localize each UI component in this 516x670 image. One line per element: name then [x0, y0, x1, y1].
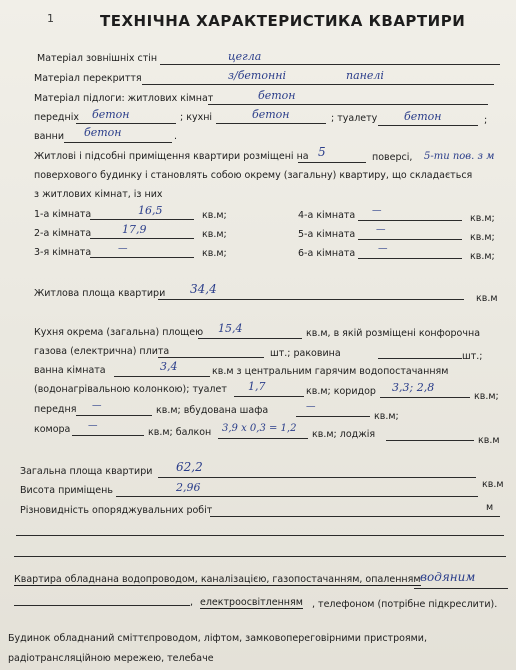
electric-text-underlined: електроосвітленням [200, 597, 303, 608]
kitchen-area-value: 15,4 [218, 322, 243, 335]
room-3-line [90, 257, 194, 258]
sink-line [378, 358, 462, 359]
floors-toilet-line [378, 125, 478, 126]
floors-hall-label: передніх [34, 112, 79, 123]
building-equipment-text-1: Будинок обладнаний сміттєпроводом, ліфтом, замковопереговірними пристроями, [8, 633, 427, 644]
room-4-value: — [372, 205, 382, 216]
loggia-line [386, 440, 474, 441]
ceilings-value-1: з/бетонні [228, 69, 286, 82]
height-label: Висота приміщень [20, 485, 113, 496]
room-4-line [358, 220, 462, 221]
equipment-text-2: , [190, 597, 194, 608]
room-6-value: — [378, 243, 388, 254]
room-2-line [90, 238, 194, 239]
ceilings-value-2: панелі [346, 69, 384, 82]
balcony-value: 3,9 х 0,3 = 1,2 [222, 423, 297, 434]
location-text-2: поверсі, [372, 152, 413, 163]
room-6-line [358, 258, 462, 259]
room-1-label: 1-а кімната [34, 209, 92, 220]
finishing-label: Різновидність опоряджувальних робіт [20, 505, 213, 516]
heating-line [414, 588, 508, 589]
living-area-value: 34,4 [190, 282, 217, 296]
loggia-unit: кв.м [478, 435, 500, 446]
balcony-line [218, 438, 308, 439]
ceilings-label: Матеріал перекриття [34, 73, 142, 84]
floors-bath-value: бетон [84, 126, 122, 139]
heater-text: (водонагрівальною колонкою); туалет [34, 384, 227, 395]
floors-rooms-value: бетон [258, 89, 296, 102]
room-5-label: 5-а кімната [298, 229, 356, 240]
finishing-line-3 [14, 556, 506, 557]
bath-room-label: ванна кімната [34, 365, 106, 376]
room-6-label: 6-а кімната [298, 248, 356, 259]
location-text-1: Житлові і підсобні приміщення квартири розміщені на [34, 151, 309, 162]
building-floors-value: 5-ти пов. з м [424, 151, 495, 162]
page-mark: 1 [47, 12, 54, 25]
room-1-unit: кв.м; [202, 210, 227, 221]
stove-label: газова (електрична) плита [34, 346, 170, 357]
floors-kitchen-label: ; кухні [180, 112, 213, 123]
kitchen-area-line [198, 338, 302, 339]
loggia-label: кв.м; лоджія [312, 429, 376, 440]
page-title: ТЕХНІЧНА ХАРАКТЕРИСТИКА КВАРТИРИ [100, 12, 466, 30]
room-5-line [358, 239, 462, 240]
bath-room-value: 3,4 [160, 360, 178, 373]
corridor-label: кв.м; коридор [306, 386, 376, 397]
wardrobe-value: — [306, 401, 316, 412]
storage-label: комора [34, 424, 71, 435]
room-4-unit: кв.м; [470, 213, 495, 224]
walls-value: цегла [228, 50, 262, 63]
bath-line [114, 376, 210, 377]
balcony-label: кв.м; балкон [148, 427, 212, 438]
floors-hall-value: бетон [92, 108, 130, 121]
room-1-value: 16,5 [138, 204, 163, 217]
floors-hall-line [76, 123, 176, 124]
storage-line [72, 435, 144, 436]
stove-line [158, 357, 264, 358]
floors-label: Матеріал підлоги: житлових кімнат [34, 93, 214, 104]
floors-toilet-label: ; туалету [331, 113, 378, 124]
corridor-line [380, 397, 470, 398]
equipment-text-3: , телефоном (потрібне підкреслити). [312, 599, 498, 610]
equipment-line-2 [14, 605, 190, 606]
total-area-label: Загальна площа квартири [20, 466, 153, 477]
height-line [116, 496, 478, 497]
location-text-4: з житлових кімнат, із них [34, 189, 163, 200]
bath-room-text: кв.м з центральним гарячим водопостачанням [212, 366, 449, 377]
hall-value: — [92, 400, 102, 411]
room-3-value: — [118, 243, 128, 254]
total-area-value: 62,2 [176, 460, 203, 474]
storage-value: — [88, 420, 98, 431]
room-3-label: 3-я кімната [34, 247, 92, 258]
kitchen-text-2: кв.м, в якій розміщені конфорочна [306, 328, 481, 339]
ceilings-line [142, 84, 494, 85]
floors-kitchen-line [216, 123, 326, 124]
room-1-line [90, 219, 194, 220]
wardrobe-label: кв.м; вбудована шафа [156, 405, 269, 416]
room-3-unit: кв.м; [202, 248, 227, 259]
room-5-unit: кв.м; [470, 232, 495, 243]
toilet-line [234, 396, 304, 397]
location-text-3: поверхового будинку і становлять собою окрему (загальну) квартиру, що складається [34, 170, 473, 181]
total-area-line [158, 477, 476, 478]
living-area-unit: кв.м [476, 293, 498, 304]
finishing-line-1 [210, 516, 500, 517]
room-6-unit: кв.м; [470, 251, 495, 262]
height-value: 2,96 [176, 481, 201, 494]
room-2-label: 2-а кімната [34, 228, 92, 239]
room-5-value: — [376, 224, 386, 235]
wardrobe-line [296, 416, 370, 417]
height-unit: м [486, 502, 494, 513]
floor-line [298, 162, 366, 163]
floors-toilet-value: бетон [404, 110, 442, 123]
floors-bath-line [64, 142, 172, 143]
electric-text [200, 597, 303, 608]
equipment-text-1 [14, 574, 421, 585]
wardrobe-unit: кв.м; [374, 411, 399, 422]
walls-label: Матеріал зовнішніх стін [37, 53, 158, 64]
kitchen-text-1: Кухня окрема (загальна) площею [34, 327, 204, 338]
corridor-value: 3,3; 2,8 [392, 381, 435, 394]
floors-rooms-line [208, 104, 488, 105]
document-page: 1 ТЕХНІЧНА ХАРАКТЕРИСТИКА КВАРТИРИ Матеріал зовнішніх стін цегла Матеріал перекриття з/бетонні панелі Матеріал підлоги: житлових кімнат бетон передніх бетон ; кухні бетон ; туалету бетон ; ванни бетон . Житлові і підсобні приміщення квартири розміщені на 5 поверсі, 5-ти пов. з м поверхового будинку і становлять собою окрему (загальну) квартиру, що складається з житлових кімнат, із них 1-а кімната 16,5 кв.м; 2-а кімната 17,9 кв.м; 3-я кімната — кв.м; 4-а кімната — кв.м; 5-а кімната — кв.м; 6-а кімната — кв.м; Житлова площа квартири 34,4 кв.м Кухня окрема (загальна) площею 15,4 кв.м, в якій розміщені конфорочна газова (електрична) плита шт.; раковина шт.; ванна кімната 3,4 кв.м з центральним гарячим водопостачанням (водонагрівальною колонкою); туалет 1,7 кв.м; коридор 3,3; 2,8 кв.м; передня — кв.м; вбудована шафа — кв.м; комора — кв.м; балкон 3,9 х 0,3 = 1,2 кв.м; лоджія кв.м Загальна площа квартири 62,2 кв.м Висота приміщень 2,96 м Різновидність опоряджувальних робіт Квартира обладнана водопроводом, каналізацією, газопостачанням, опаленням водяним , електроосвітленням , телефоном (потрібне підкреслити). Будинок обладнаний сміттєпроводом, ліфтом, замковопереговірними пристроями, радіотрансляційною мережею, телебаче [0, 0, 516, 670]
equipment-text-1-underlined: Квартира обладнана водопроводом, каналізацією, газопостачанням, опаленням [14, 574, 421, 585]
stove-unit: шт.; раковина [270, 348, 341, 359]
floors-kitchen-value: бетон [252, 108, 290, 121]
room-2-unit: кв.м; [202, 229, 227, 240]
living-area-line [158, 299, 464, 300]
hall-label: передня [34, 404, 77, 415]
room-4-label: 4-а кімната [298, 210, 356, 221]
total-area-unit: кв.м [482, 479, 504, 490]
room-2-value: 17,9 [122, 223, 147, 236]
living-area-label: Житлова площа квартири [34, 288, 166, 299]
finishing-line-2 [16, 535, 504, 536]
floor-value: 5 [318, 145, 326, 159]
corridor-unit: кв.м; [474, 391, 499, 402]
building-equipment-text-2: радіотрансляційною мережею, телебаче [8, 653, 214, 664]
heating-value: водяним [420, 570, 476, 584]
floors-bath-label: ванни [34, 131, 65, 142]
walls-line [160, 64, 500, 65]
sink-unit: шт.; [462, 351, 483, 362]
hall-line [76, 415, 152, 416]
toilet-area-value: 1,7 [248, 380, 266, 393]
